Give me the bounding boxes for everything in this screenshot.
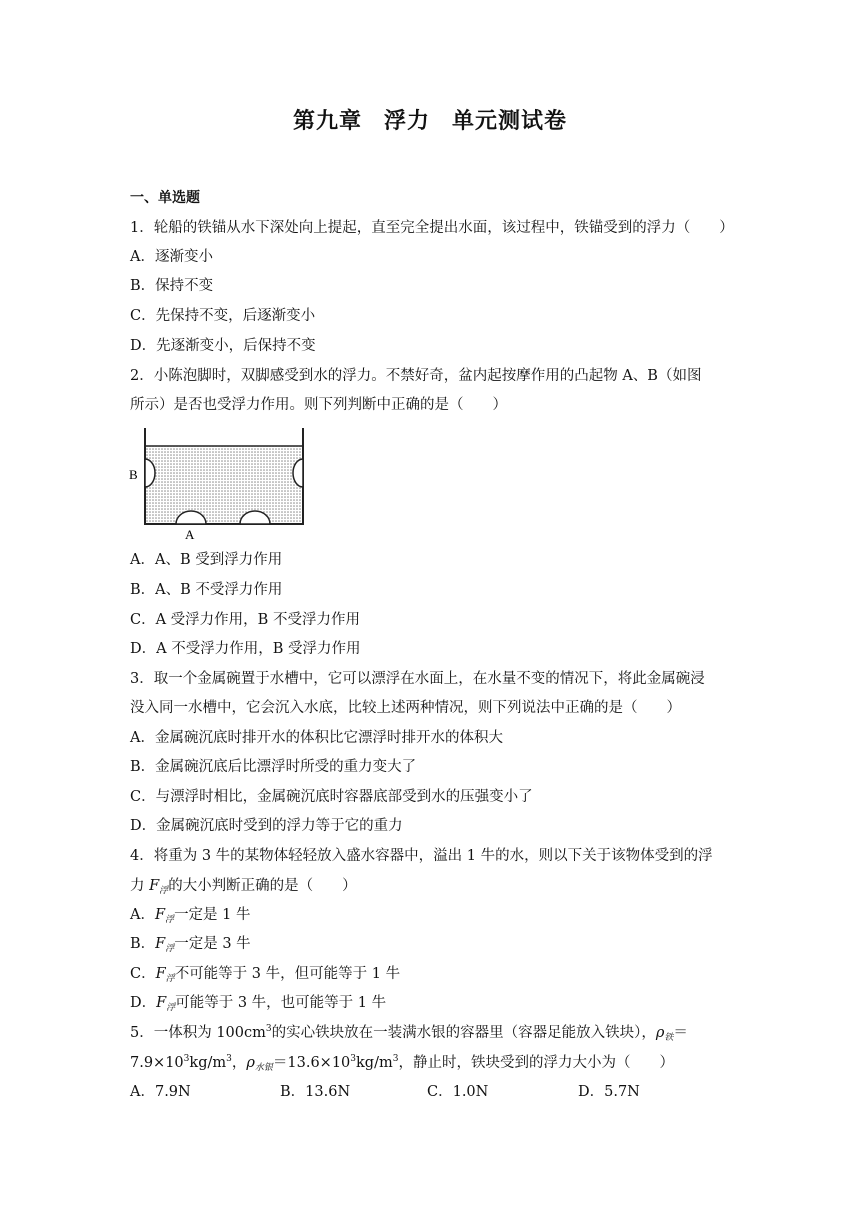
q3-option-c: C．与漂浮时相比，金属碗沉底时容器底部受到水的压强变小了 — [130, 789, 533, 805]
q3-stem-line1: 3．取一个金属碗置于水槽中，它可以漂浮在水面上，在水量不变的情况下，将此金属碗浸 — [130, 671, 705, 687]
q1-option-c: C．先保持不变，后逐渐变小 — [130, 308, 316, 324]
title-test: 单元测试卷 — [452, 109, 568, 134]
q1-option-a: A．逐渐变小 — [130, 249, 213, 265]
q3-option-b: B．金属碗沉底后比漂浮时所受的重力变大了 — [130, 759, 417, 775]
title-chapter: 第九章 — [292, 109, 362, 134]
q5-stem-line2: $7.9\times 10^3kg/m^3$，$\rho_{水银}=13.6\times 10^3kg/m^3$，静止时，铁块受到的浮力大小为（ ） — [130, 1054, 674, 1073]
q3-stem-line2: 没入同一水槽中，它会沉入水底，比较上述两种情况，则下列说法中正确的是（ ） — [130, 700, 681, 716]
q5-option-c: C．1.0N — [427, 1084, 489, 1100]
q2-option-c: C．A 受浮力作用，B 不受浮力作用 — [130, 612, 360, 628]
q4-option-a: A．$F_浮$一定是 1 牛 — [130, 907, 251, 925]
q3-option-a: A．金属碗沉底时排开水的体积比它漂浮时排开水的体积大 — [130, 730, 503, 746]
q5-option-d: D．5.7N — [578, 1084, 640, 1100]
q2-stem-line1: 2．小陈泡脚时，双脚感受到水的浮力。不禁好奇，盆内起按摩作用的凸起物 A、B（如图 — [130, 368, 702, 384]
q2-option-b: B．A、B 不受浮力作用 — [130, 582, 283, 598]
basin-figure — [128, 424, 310, 542]
q2-stem-line2: 所示）是否也受浮力作用。则下列判断中正确的是（ ） — [130, 397, 507, 413]
q3-option-d: D．金属碗沉底时受到的浮力等于它的重力 — [130, 818, 403, 834]
q5-stem-line1: 5．一体积为 $100cm^3$的实心铁块放在一装满水银的容器里（容器足能放入铁块），$\rho_铁=$ — [130, 1024, 688, 1043]
q1-stem: 1．轮船的铁锚从水下深处向上提起，直至完全提出水面，该过程中，铁锚受到的浮力（ ） — [130, 220, 734, 236]
q5-option-a: A．7.9N — [130, 1084, 191, 1100]
page-title — [0, 104, 860, 135]
q4-option-b: B．$F_浮$一定是 3 牛 — [130, 936, 251, 954]
q2-option-d: D．A 不受浮力作用，B 受浮力作用 — [130, 641, 361, 657]
q1-option-d: D．先逐渐变小，后保持不变 — [130, 338, 316, 354]
label-a: A — [185, 527, 195, 542]
q5-options — [130, 1082, 730, 1102]
section-heading: 一、单选题 — [130, 190, 200, 206]
q1-option-b: B．保持不变 — [130, 278, 214, 294]
q4-stem-line1: 4．将重为 3 牛的某物体轻轻放入盛水容器中，溢出 1 牛的水，则以下关于该物体受到的浮 — [130, 848, 713, 864]
water-fill — [145, 446, 303, 524]
q5-option-b: B．13.6N — [280, 1084, 351, 1100]
q2-option-a: A．A、B 受到浮力作用 — [130, 552, 283, 568]
q4-stem-line2: 力 $F_浮$的大小判断正确的是（ ） — [130, 878, 357, 896]
q4-option-c: C．$F_浮$不可能等于 3 牛，但可能等于 1 牛 — [130, 966, 401, 984]
q4-option-d: D．$F_浮$可能等于 3 牛，也可能等于 1 牛 — [130, 995, 387, 1013]
label-b: B — [129, 467, 138, 482]
title-topic: 浮力 — [383, 109, 430, 134]
